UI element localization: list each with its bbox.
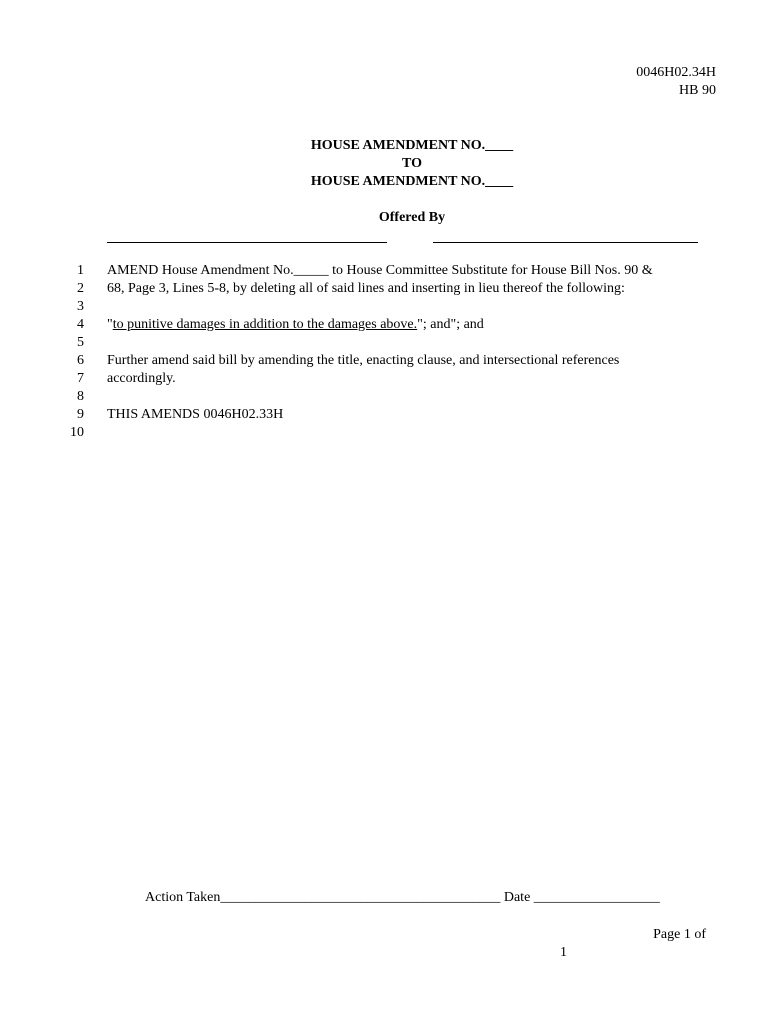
page-total: 1: [560, 945, 567, 960]
title-line-1: HOUSE AMENDMENT NO.____: [310, 138, 514, 153]
page-indicator: Page 1 of: [653, 927, 706, 942]
offered-by-label: Offered By: [378, 210, 446, 225]
line-number: 4: [77, 317, 84, 332]
quote-close-text: "; and"; and: [417, 317, 484, 332]
body-line-6: Further amend said bill by amending the title, enacting clause, and intersectional references: [107, 353, 620, 368]
line-number: 7: [77, 371, 84, 386]
offered-by-signature-line-right: [433, 242, 698, 243]
body-line-2: 68, Page 3, Lines 5-8, by deleting all of said lines and inserting in lieu thereof the following:: [107, 281, 625, 296]
line-number: 9: [77, 407, 84, 422]
title-line-2: TO: [402, 156, 422, 171]
body-line-7: accordingly.: [107, 371, 176, 386]
offered-by-signature-line-left: [107, 242, 387, 243]
document-code: 0046H02.34H: [636, 65, 716, 80]
open-quote: ": [107, 317, 113, 332]
line-number: 6: [77, 353, 84, 368]
line-number: 3: [77, 299, 84, 314]
body-line-1: AMEND House Amendment No._____ to House Committee Substitute for House Bill Nos. 90 &: [107, 263, 653, 278]
line-number: 10: [70, 425, 84, 440]
bill-number: HB 90: [679, 83, 716, 98]
title-line-3: HOUSE AMENDMENT NO.____: [310, 174, 514, 189]
line-number: 1: [77, 263, 84, 278]
inserted-text-underlined: to punitive damages in addition to the damages above.: [112, 317, 418, 332]
body-line-4: [107, 316, 484, 334]
action-taken-line: Action Taken________________________________________ Date __________________: [145, 890, 660, 905]
body-line-9: THIS AMENDS 0046H02.33H: [107, 407, 284, 422]
line-number: 8: [77, 389, 84, 404]
amendment-title: [212, 137, 612, 191]
line-number: 2: [77, 281, 84, 296]
line-number: 5: [77, 335, 84, 350]
